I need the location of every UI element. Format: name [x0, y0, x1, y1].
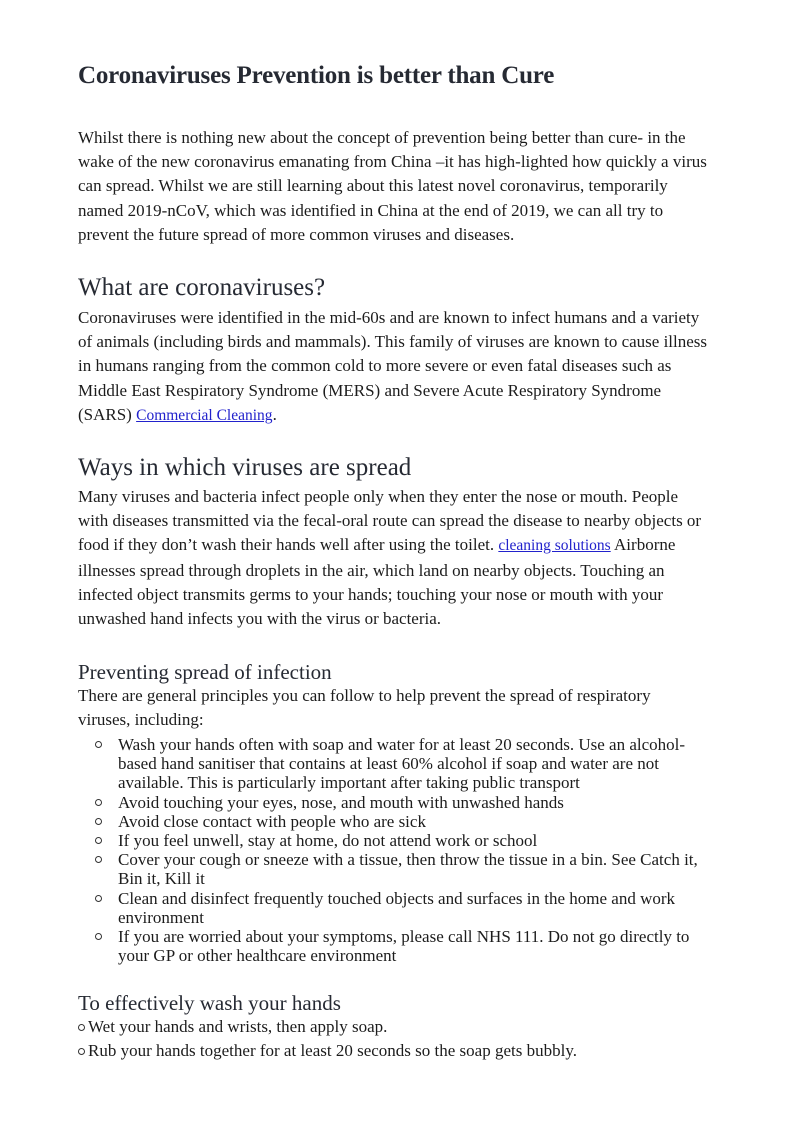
- list-item-text: Wash your hands often with soap and water for at least 20 seconds. Use an alcohol-based hand sanitiser that contains at least 60% alcohol if soap and water are not available. This is particularly important after taking public transport: [118, 735, 686, 793]
- section-paragraph-preventing-spread: There are general principles you can follow to help prevent the spread of respiratory viruses, including:: [78, 686, 651, 730]
- section-heading-what-are-coronaviruses: What are coronaviruses?: [78, 274, 326, 301]
- circle-bullet-icon: [95, 895, 102, 902]
- list-item: [78, 1039, 577, 1063]
- circle-bullet-icon: [78, 1024, 85, 1031]
- list-item: [78, 889, 718, 927]
- list-item: [78, 1015, 577, 1039]
- list-item: [78, 793, 718, 812]
- circle-bullet-icon: [95, 799, 102, 806]
- list-item: [78, 812, 718, 831]
- intro-paragraph: Whilst there is nothing new about the concept of prevention being better than cure- in the wake of the new coronavirus emanating from China –it has high-lighted how quickly a virus can spread. Whilst we are still learning about this latest novel coronavirus, temporarily named 2019-nCoV, which was identified in China at the end of 2019, we can all try to prevent the future spread of more common viruses and diseases.: [78, 128, 707, 244]
- circle-bullet-icon: [95, 818, 102, 825]
- paragraph-text: .: [272, 404, 277, 424]
- list-item: [78, 735, 718, 793]
- list-item-text: If you feel unwell, stay at home, do not attend work or school: [118, 831, 538, 851]
- list-item: [78, 927, 718, 965]
- cleaning-solutions-link[interactable]: cleaning solutions: [498, 537, 611, 555]
- circle-bullet-icon: [95, 837, 102, 844]
- circle-bullet-icon: [95, 741, 102, 748]
- list-item-text: Clean and disinfect frequently touched objects and surfaces in the home and work environment: [118, 888, 676, 927]
- section-heading-wash-hands: To effectively wash your hands: [78, 991, 341, 1015]
- paragraph-text: Airborne illnesses spread through droplets in the air, which land on nearby objects. Touching an infected object transmits germs to your hands; touching your nose or mouth with your unwashed hand infects you with the virus or bacteria.: [78, 535, 676, 629]
- list-item-text: Avoid close contact with people who are sick: [118, 811, 426, 831]
- list-item-text: Cover your cough or sneeze with a tissue, then throw the tissue in a bin. See Catch it, Bin it, Kill it: [118, 850, 698, 889]
- list-item: [78, 831, 718, 850]
- list-item-text: Rub your hands together for at least 20 seconds so the soap gets bubbly.: [88, 1040, 577, 1060]
- section-heading-preventing-spread: Preventing spread of infection: [78, 660, 332, 684]
- list-item-text: If you are worried about your symptoms, please call NHS 111. Do not go directly to your GP or other healthcare environment: [118, 927, 690, 966]
- list-item-text: Wet your hands and wrists, then apply soap.: [88, 1017, 388, 1036]
- prevention-bullet-list: [78, 735, 718, 965]
- list-item: [78, 850, 718, 888]
- circle-bullet-icon: [78, 1048, 85, 1055]
- paragraph-text: Many viruses and bacteria infect people only when they enter the nose or mouth. People with diseases transmitted via the fecal-oral route can spread the disease to nearby objects or food if they don’t wash their hands well after using the toilet.: [78, 487, 702, 555]
- section-paragraph-ways-viruses-spread: [78, 485, 708, 631]
- list-item-text: Avoid touching your eyes, nose, and mouth with unwashed hands: [118, 792, 564, 812]
- paragraph-text: Coronaviruses were identified in the mid-60s and are known to infect humans and a variety of animals (including birds and mammals). This family of viruses are known to cause illness in humans ranging from the common cold to more severe or even fatal diseases such as Middle East Respiratory Syndrome (MERS) and Severe Acute Respiratory Syndrome (SARS): [78, 308, 708, 424]
- circle-bullet-icon: [95, 856, 102, 863]
- commercial-cleaning-link[interactable]: Commercial Cleaning: [136, 406, 273, 424]
- section-paragraph-what-are-coronaviruses: [78, 306, 708, 428]
- document-title: Coronaviruses Prevention is better than Cure: [78, 62, 555, 89]
- section-heading-ways-viruses-spread: Ways in which viruses are spread: [78, 454, 412, 481]
- circle-bullet-icon: [95, 933, 102, 940]
- hand-washing-steps: [78, 1015, 577, 1062]
